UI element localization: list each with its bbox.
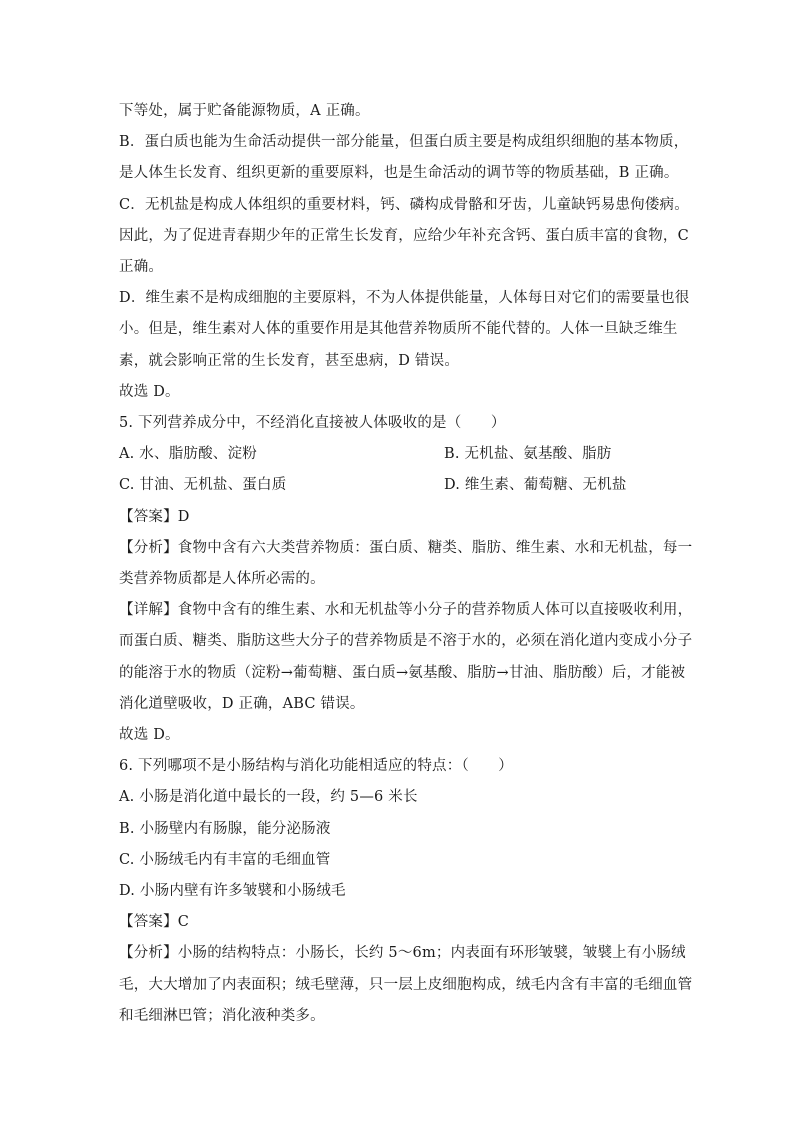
- q5-answer: 【答案】D: [119, 508, 190, 525]
- q4-choose: 故选 D。: [119, 383, 180, 400]
- document-page: [119, 96, 693, 1032]
- q4-analysis-c-line3: 正确。: [119, 259, 164, 276]
- q5-options-row-1: [119, 439, 679, 470]
- q6-option-a: A. 小肠是消化道中最长的一段，约 5—6 米长: [119, 789, 418, 806]
- q5-detail-line4: 消化道壁吸收，D 正确，ABC 错误。: [119, 695, 365, 712]
- q6-stem: 6. 下列哪项不是小肠结构与消化功能相适应的特点：（ ）: [119, 758, 513, 775]
- q5-detail-line1: 【详解】食物中含有的维生素、水和无机盐等小分子的营养物质人体可以直接吸收利用，: [119, 602, 693, 619]
- q5-choose: 故选 D。: [119, 727, 180, 744]
- q6-option-d: D. 小肠内壁有许多皱襞和小肠绒毛: [119, 883, 346, 900]
- q5-analysis-line2: 类营养物质都是人体所必需的。: [119, 571, 325, 588]
- q4-analysis-c-line1: C．无机盐是构成人体组织的重要材料，钙、磷构成骨骼和牙齿，儿童缺钙易患佝偻病。: [119, 196, 689, 213]
- q6-option-c: C. 小肠绒毛内有丰富的毛细血管: [119, 851, 331, 868]
- q4-analysis-b-line2: 是人体生长发育、组织更新的重要原料，也是生命活动的调节等的物质基础，B 正确。: [119, 165, 679, 182]
- q5-analysis-line1: 【分析】食物中含有六大类营养物质：蛋白质、糖类、脂肪、维生素、水和无机盐，每一: [119, 539, 693, 556]
- q5-detail-line2: 而蛋白质、糖类、脂肪这些大分子的营养物质是不溶于水的，必须在消化道内变成小分子: [119, 633, 693, 650]
- q5-option-a: A. 水、脂肪酸、淀粉: [119, 446, 257, 463]
- q4-analysis-d-line3: 素，就会影响正常的生长发育，甚至患病，D 错误。: [119, 352, 460, 369]
- q6-option-b: B. 小肠壁内有肠腺，能分泌肠液: [119, 820, 331, 837]
- q4-analysis-b-line1: B．蛋白质也能为生命活动提供一部分能量，但蛋白质主要是构成组织细胞的基本物质，: [119, 134, 689, 151]
- q5-option-b: B. 无机盐、氨基酸、脂肪: [444, 446, 612, 463]
- q6-analysis-line3: 和毛细淋巴管；消化液种类多。: [119, 1007, 325, 1024]
- q6-answer: 【答案】C: [119, 914, 190, 931]
- q5-stem: 5. 下列营养成分中，不经消化直接被人体吸收的是（ ）: [119, 415, 506, 432]
- q6-analysis-line1: 【分析】小肠的结构特点：小肠长，长约 5～6m；内表面有环形皱襞，皱襞上有小肠绒: [119, 945, 686, 962]
- q5-options-row-2: [119, 470, 679, 501]
- q5-option-d: D. 维生素、葡萄糖、无机盐: [444, 477, 627, 494]
- q4-analysis-d-line2: 小。但是，维生素对人体的重要作用是其他营养物质所不能代替的。人体一旦缺乏维生: [119, 321, 678, 338]
- q4-analysis-c-line2: 因此，为了促进青春期少年的正常生长发育，应给少年补充含钙、蛋白质丰富的食物，C: [119, 227, 689, 244]
- q5-option-c: C. 甘油、无机盐、蛋白质: [119, 477, 287, 494]
- q6-analysis-line2: 毛，大大增加了内表面积；绒毛壁薄，只一层上皮细胞构成，绒毛内含有丰富的毛细血管: [119, 976, 693, 993]
- q4-analysis-d-line1: D．维生素不是构成细胞的主要原料，不为人体提供能量，人体每日对它们的需要量也很: [119, 290, 690, 307]
- q5-detail-line3: 的能溶于水的物质（淀粉→葡萄糖、蛋白质→氨基酸、脂肪→甘油、脂肪酸）后，才能被: [119, 664, 686, 681]
- continuation-line: 下等处，属于贮备能源物质，A 正确。: [119, 103, 370, 119]
